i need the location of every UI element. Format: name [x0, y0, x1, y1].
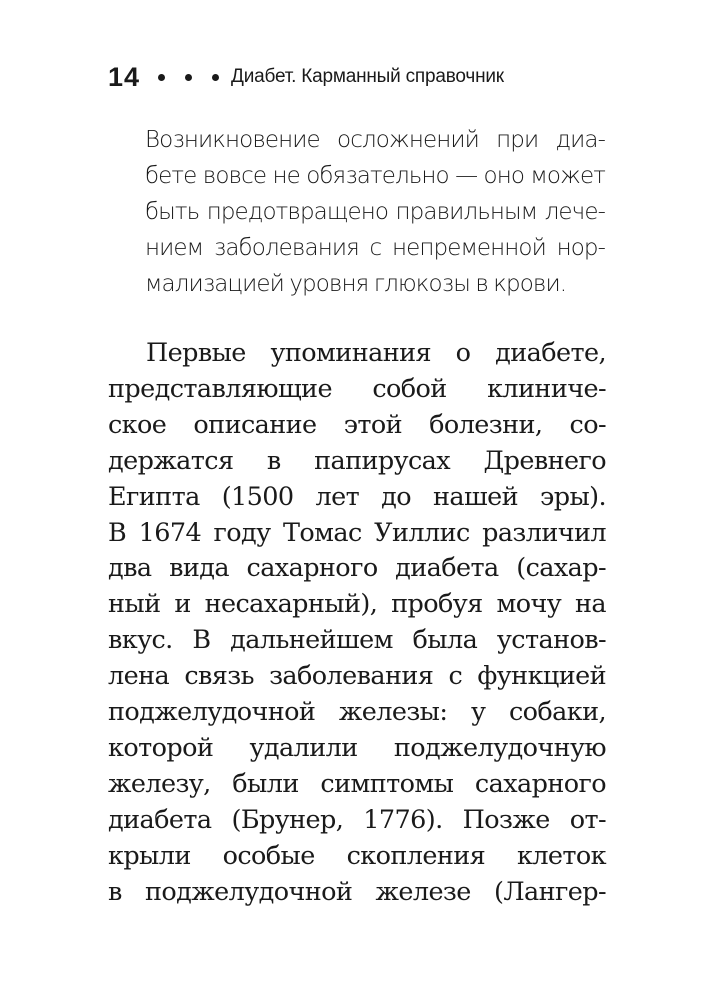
body-line: представляющие собой клиниче- — [108, 373, 606, 404]
body-line: крыли особые скопления клеток — [108, 840, 606, 871]
body-line: поджелудочной железы: у собаки, — [108, 697, 606, 728]
separator-dot-icon — [158, 74, 165, 81]
separator-dots — [158, 74, 219, 81]
body-line: ный и несахарный), пробуя мочу на — [108, 589, 606, 620]
body-line: Первые упоминания о диабете, — [146, 338, 606, 368]
separator-dot-icon — [185, 74, 192, 81]
body-line: вкус. В дальнейшем была установ- — [108, 625, 606, 656]
callout-note — [145, 122, 605, 302]
body-line: ское описание этой болезни, со- — [108, 409, 606, 440]
callout-line: быть предотвращено правильным лече- — [145, 199, 605, 225]
body-paragraph — [108, 336, 606, 911]
body-line: которой удалили поджелудочную — [108, 732, 606, 763]
body-line: диабета (Брунер, 1776). Позже от- — [108, 804, 606, 835]
separator-dot-icon — [212, 74, 219, 81]
body-line: в поджелудочной железе (Лангер- — [108, 876, 606, 907]
body-line: В 1674 году Томас Уиллис различил — [108, 517, 606, 548]
callout-line: Возникновение осложнений при диа- — [145, 127, 605, 153]
page-header — [108, 60, 504, 94]
body-line: Египта (1500 лет до нашей эры). — [108, 481, 606, 512]
page-number: 14 — [108, 61, 141, 92]
callout-line: нием заболевания с непременной нор- — [145, 235, 605, 261]
body-line: лена связь заболевания с функцией — [108, 661, 606, 692]
body-line: железу, были симптомы сахарного — [108, 768, 606, 799]
callout-line: бете вовсе не обязательно — оно может — [145, 163, 605, 189]
body-line: два вида сахарного диабета (сахар- — [108, 553, 606, 584]
callout-line: мализацией уровня глюкозы в крови. — [145, 271, 567, 297]
running-title: Диабет. Карманный справочник — [231, 66, 504, 87]
body-line: держатся в папирусах Древнего — [108, 445, 606, 476]
